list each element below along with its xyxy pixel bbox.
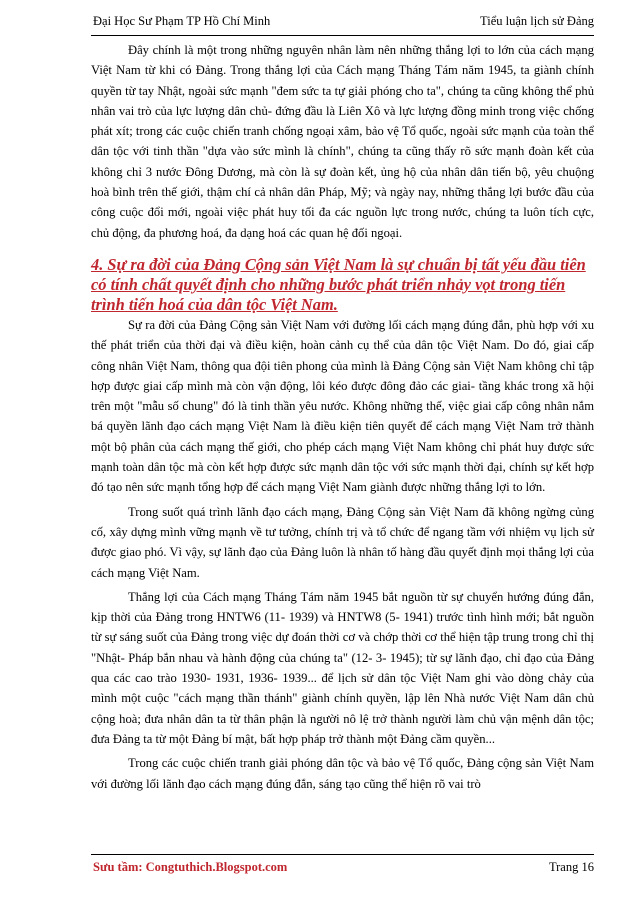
body-paragraph: Trong các cuộc chiến tranh giải phóng dân tộc và bảo vệ Tổ quốc, Đảng cộng sản Việt Nam với đường lối lãnh đạo cách mạng đúng đắn, sáng tạo cũng thể hiện rõ vai trò bbox=[91, 756, 594, 791]
footer-source-link[interactable]: Sưu tầm: Congtuthich.Blogspot.com bbox=[93, 860, 288, 874]
page-number: Trang 16 bbox=[548, 860, 594, 874]
section-heading: 4. Sự ra đời của Đảng Cộng sản Việt Nam là sự chuẩn bị tất yếu đầu tiên có tính chất quyết định cho những bước phát triển nhảy vọt trong tiến trình tiến hoá của dân tộc Việt Nam. bbox=[91, 254, 586, 314]
body-paragraph: Thắng lợi của Cách mạng Tháng Tám năm 1945 bắt nguồn từ sự chuyển hướng đúng đắn, kịp thời của Đảng trong HNTW6 (11- 1939) và HNTW8 (5- 1941) trước tình hình mới; bắt nguồn từ sự sáng suốt của Đảng trong việc dự đoán thời cơ và chớp thời cơ thể hiện tập trung trong chỉ thị "Nhật- Pháp bắn nhau và hành động của chúng ta" (12- 3- 1945); từ sự lãnh đạo, chỉ đạo của Đảng qua các cao trào 1930- 1931, 1936- 1939... để lịch sử dân tộc Việt Nam ghi vào dòng chảy của mình một cuộc "cách mạng thần thánh" giành chính quyền, lập lên Nhà nước Việt Nam dân chủ cộng hoà; đưa nhân dân ta từ thân phận là người nô lệ trở thành người làm chủ vận mệnh dân tộc; đưa Đảng ta từ một Đảng bí mật, bất hợp pháp trở thành một Đảng cầm quyền... bbox=[91, 589, 594, 746]
body-paragraph: Đây chính là một trong những nguyên nhân làm nên những thắng lợi to lớn của cách mạng Việt Nam từ khi có Đảng. Trong thắng lợi của Cách mạng Tháng Tám năm 1945, ta giành chính quyền từ tay Nhật, ngoài sức mạnh "đem sức ta tự giải phóng cho ta", chúng ta cũng không thể phủ nhân vai trò của lực lượng dân chủ- đứng đầu là Liên Xô và lực lượng đồng minh trong việc chống phát xít; trong các cuộc chiến tranh chống ngoại xâm, bảo vệ Tổ quốc, ngoài sức mạnh của toàn thể dân tộc với tinh thần "dựa vào sức mình là chính", chúng ta cũng thấy rõ sức mạnh đoàn kết của không chỉ 3 nước Đông Dương, mà còn là sự đoàn kết, ủng hộ của nhân dân tiến bộ, yêu chuộng hoà bình trên thế giới, thậm chí cả nhân dân Pháp, Mỹ; và ngày nay, những thắng lợi bước đầu của công cuộc đổi mới, ngoài việc phát huy tối đa các nguồn lực trong nước, chúng ta luôn tích cực, chủ động, đa phương hoá, đa dạng hoá các quan hệ đối ngoại. bbox=[91, 43, 594, 240]
body-paragraph: Sự ra đời của Đảng Cộng sản Việt Nam với đường lối cách mạng đúng đắn, phù hợp với xu thế phát triển của thời đại và điều kiện, hoàn cảnh cụ thể của dân tộc Việt Nam. Do đó, giai cấp công nhân Việt Nam, thông qua đội tiên phong của mình là Đảng Cộng sản Việt Nam không chỉ tập hợp được giai cấp mình mà còn vận động, lôi kéo được đông đảo các giai- tầng khác trong xã hội trên một "mẫu số chung" đó là tinh thần yêu nước. Không những thế, việc giai cấp công nhân nắm bá quyền lãnh đạo cách mạng Việt Nam là điều kiện tiên quyết để cách mạng Việt Nam trở thành một bộ phân của cách mạng thế giới, cho phép cách mạng Việt Nam không chỉ phát huy được sức mạnh toàn dân tộc mà còn kết hợp được sức mạnh dân tộc với sức mạnh thời đại, chính sự kết hợp đó tạo nên sức mạnh tổng hợp để cách mạng Việt Nam giành được những thắng lợi to lớn. bbox=[91, 317, 594, 495]
page-body bbox=[91, 40, 594, 794]
page-header bbox=[93, 14, 594, 36]
header-university: Đại Học Sư Phạm TP Hồ Chí Minh bbox=[93, 14, 271, 28]
header-document-title: Tiểu luận lịch sử Đảng bbox=[480, 14, 594, 28]
body-paragraph: Trong suốt quá trình lãnh đạo cách mạng, Đảng Cộng sản Việt Nam đã không ngừng củng cố, xây dựng mình vững mạnh về tư tưởng, chính trị và tổ chức để ngang tầm với nhiệm vụ lịch sử được giao phó. Vì vậy, sự lãnh đạo của Đảng luôn là nhân tố hàng đầu quyết định mọi thắng lợi của cách mạng Việt Nam. bbox=[91, 504, 594, 580]
header-divider bbox=[91, 35, 594, 36]
page-footer bbox=[93, 860, 594, 875]
footer-divider bbox=[91, 854, 594, 855]
